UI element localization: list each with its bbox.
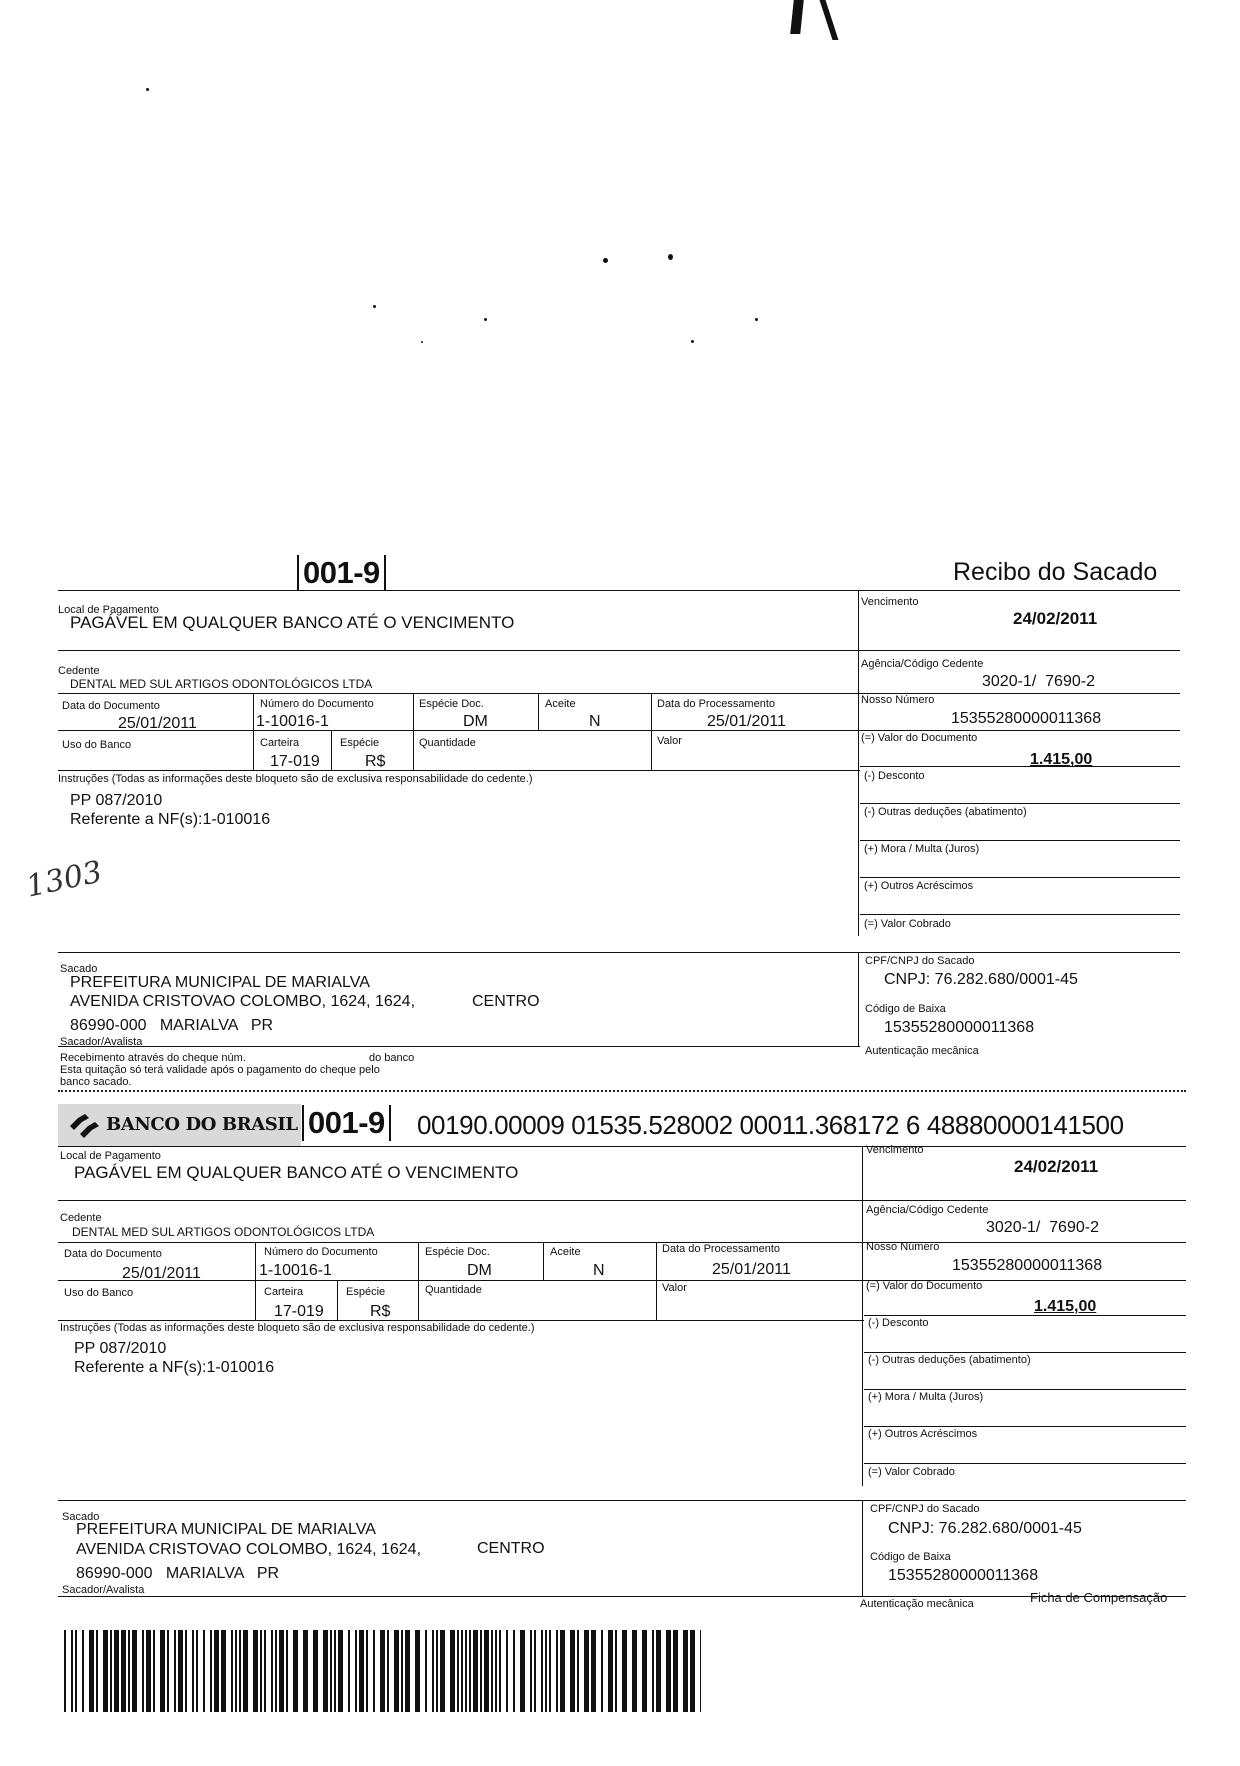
slip-cpf: CNPJ: 76.282.680/0001-45 (888, 1520, 1082, 1537)
barcode-bar (652, 1630, 654, 1712)
slip-data-doc: 25/01/2011 (122, 1265, 201, 1282)
slip-sacado-endereco: AVENIDA CRISTOVAO COLOMBO, 1624, 1624, (76, 1541, 422, 1558)
barcode-bar (530, 1630, 532, 1712)
barcode-bar (457, 1630, 459, 1712)
barcode-bar (484, 1630, 489, 1712)
aceite-label: Aceite (545, 698, 576, 710)
barcode-bar (231, 1630, 233, 1712)
barcode-bar (556, 1630, 558, 1712)
cheque-banco: do banco (369, 1052, 415, 1064)
barcode-bar (394, 1630, 399, 1712)
barcode-bar (185, 1630, 187, 1712)
barcode-bar (303, 1630, 308, 1712)
barcode-bar (491, 1630, 493, 1712)
banco-do-brasil-logo-icon (68, 1113, 102, 1139)
slip-carteira: 17-019 (274, 1303, 324, 1320)
especie: R$ (365, 753, 386, 770)
linha-digitavel: 00190.00009 01535.528002 00011.368172 6 48880000141500 (417, 1110, 1124, 1140)
slip-especie-doc: DM (467, 1262, 492, 1279)
cpf-label: CPF/CNPJ do Sacado (865, 955, 975, 967)
barcode-bar (450, 1630, 455, 1712)
data-doc: 25/01/2011 (118, 715, 197, 732)
barcode-bar (549, 1630, 551, 1712)
slip-cpf-label: CPF/CNPJ do Sacado (870, 1503, 980, 1515)
local-pagamento: PAGÁVEL EM QUALQUER BANCO ATÉ O VENCIMENTO (70, 613, 515, 632)
barcode-bar (153, 1630, 155, 1712)
barcode-bar (366, 1630, 368, 1712)
slip-quantidade-label: Quantidade (425, 1284, 482, 1296)
slip-aceite-label: Aceite (550, 1246, 581, 1258)
barcode-bar (642, 1630, 647, 1712)
carteira: 17-019 (270, 753, 320, 770)
receipt-title: Recibo do Sacado (953, 558, 1158, 586)
sacado-cep: 86990-000 MARIALVA PR (70, 1017, 274, 1034)
barcode-bar (415, 1630, 420, 1712)
handwritten-note: 1303 (23, 854, 106, 905)
barcode-bar (615, 1630, 617, 1712)
barcode-bar (253, 1630, 258, 1712)
especie-label: Espécie (340, 737, 380, 749)
barcode-bar (465, 1630, 467, 1712)
slip-valor-cobrado-label: (=) Valor Cobrado (868, 1466, 955, 1478)
bank-logo-text: BANCO DO BRASIL (106, 1114, 298, 1135)
barcode-bar (89, 1630, 94, 1712)
carteira-label: Carteira (260, 737, 300, 749)
slip-desconto-label: (-) Desconto (868, 1317, 929, 1329)
slip-vencimento-label: Vencimento (866, 1144, 924, 1156)
scan-mark-top-2 (820, 0, 839, 40)
num-doc-label: Número do Documento (260, 698, 374, 710)
barcode-bar (71, 1630, 73, 1712)
barcode-bar (622, 1630, 627, 1712)
barcode-bar (387, 1630, 389, 1712)
data-proc: 25/01/2011 (707, 713, 786, 730)
slip-instrucoes-label: Instruções (Todas as informações deste bloqueto são de exclusiva responsabilidade do cedente.) (60, 1322, 535, 1334)
aceite: N (589, 713, 601, 730)
slip-local-pagamento-label: Local de Pagamento (60, 1150, 161, 1162)
valor-label: Valor (657, 735, 682, 747)
slip-local-pagamento: PAGÁVEL EM QUALQUER BANCO ATÉ O VENCIMENTO (74, 1163, 519, 1182)
barcode-bar (656, 1630, 661, 1712)
cheque-line-1: Recebimento através do cheque núm. (60, 1052, 246, 1064)
slip-nosso-numero: 15355280000011368 (952, 1257, 1103, 1274)
barcode-bar (160, 1630, 165, 1712)
barcode-bar (380, 1630, 385, 1712)
barcode-bar (348, 1630, 350, 1712)
barcode-bar (373, 1630, 375, 1712)
slip-agencia: 3020-1/ 7690-2 (986, 1219, 1099, 1236)
barcode-bar (473, 1630, 478, 1712)
barcode-bar (355, 1630, 357, 1712)
sacado-bairro: CENTRO (472, 993, 540, 1010)
cedente: DENTAL MED SUL ARTIGOS ODONTOLÓGICOS LTDA (70, 677, 373, 691)
barcode-bar (214, 1630, 219, 1712)
agencia-label: Agência/Código Cedente (861, 658, 984, 670)
ficha-compensacao-label: Ficha de Compensação (1030, 1590, 1168, 1605)
barcode-bar (110, 1630, 112, 1712)
barcode-bar (96, 1630, 98, 1712)
barcode-bar (178, 1630, 183, 1712)
barcode-bar (128, 1630, 130, 1712)
slip-num-doc-label: Número do Documento (264, 1246, 378, 1258)
slip-aceite: N (593, 1262, 605, 1279)
slip-cedente: DENTAL MED SUL ARTIGOS ODONTOLÓGICOS LTDA (72, 1225, 375, 1239)
barcode-bar (608, 1630, 613, 1712)
barcode-bar (167, 1630, 169, 1712)
especie-doc: DM (463, 713, 488, 730)
barcode-bar (440, 1630, 445, 1712)
barcode-bar (260, 1630, 262, 1712)
barcode-bar (584, 1630, 589, 1712)
barcode-bar (570, 1630, 575, 1712)
barcode-bar (425, 1630, 427, 1712)
barcode-bar (432, 1630, 434, 1712)
slip-data-proc-label: Data do Processamento (662, 1243, 781, 1255)
barcode-bar (534, 1630, 536, 1712)
barcode-bar (673, 1630, 678, 1712)
slip-sacado-cep: 86990-000 MARIALVA PR (76, 1565, 280, 1582)
slip-especie-doc-label: Espécie Doc. (425, 1246, 490, 1258)
barcode-bar (591, 1630, 596, 1712)
slip-valor-doc-label: (=) Valor do Documento (866, 1280, 983, 1292)
cpf: CNPJ: 76.282.680/0001-45 (884, 971, 1078, 988)
slip-cedente-label: Cedente (60, 1212, 102, 1224)
slip-num-doc: 1-10016-1 (259, 1262, 332, 1279)
nosso-numero: 15355280000011368 (951, 710, 1102, 727)
barcode-bar (313, 1630, 318, 1712)
agencia: 3020-1/ 7690-2 (982, 673, 1095, 690)
cheque-line-2: Esta quitação só terá validade após o pagamento do cheque pelo (60, 1064, 380, 1076)
slip-mora-label: (+) Mora / Multa (Juros) (868, 1391, 984, 1403)
sacado-label: Sacado (60, 963, 98, 975)
barcode-bar (271, 1630, 273, 1712)
barcode-bar (323, 1630, 328, 1712)
slip-sacado-bairro: CENTRO (477, 1540, 545, 1557)
barcode-bar (196, 1630, 198, 1712)
barcode-bar (279, 1630, 284, 1712)
barcode-bar (75, 1630, 77, 1712)
barcode-bar (192, 1630, 194, 1712)
slip-outras-deducoes-label: (-) Outras deduções (abatimento) (868, 1354, 1031, 1366)
instrucao-2: Referente a NF(s):1-010016 (70, 811, 271, 828)
barcode-bar (601, 1630, 603, 1712)
barcode-bar (334, 1630, 336, 1712)
codigo-baixa: 15355280000011368 (884, 1019, 1035, 1036)
valor-cobrado-label: (=) Valor Cobrado (864, 918, 951, 930)
outras-deducoes-label: (-) Outras deduções (abatimento) (864, 806, 1027, 818)
barcode-bar (700, 1630, 701, 1712)
barcode-bar (632, 1630, 637, 1712)
barcode-bar (330, 1630, 332, 1712)
barcode-bar (359, 1630, 364, 1712)
slip-outros-acrescimos-label: (+) Outros Acréscimos (868, 1428, 978, 1440)
slip-especie-label: Espécie (346, 1286, 386, 1298)
barcode-bar (264, 1630, 266, 1712)
instrucao-1: PP 087/2010 (70, 792, 163, 809)
data-doc-label: Data do Documento (62, 700, 160, 712)
barcode-bar (480, 1630, 482, 1712)
barcode-bar (293, 1630, 298, 1712)
barcode-bar (436, 1630, 438, 1712)
barcode-bar (577, 1630, 579, 1712)
slip-bank-code: 001-9 (302, 1105, 391, 1141)
sacado-nome: PREFEITURA MUNICIPAL DE MARIALVA (70, 974, 370, 991)
vencimento-label: Vencimento (861, 596, 919, 608)
barcode-bar (146, 1630, 151, 1712)
barcode-bar (64, 1630, 66, 1712)
slip-especie: R$ (370, 1303, 391, 1320)
slip-valor-doc: 1.415,00 (1034, 1298, 1097, 1315)
slip-data-proc: 25/01/2011 (712, 1261, 791, 1278)
mora-label: (+) Mora / Multa (Juros) (864, 843, 980, 855)
desconto-label: (-) Desconto (864, 770, 925, 782)
barcode-bar (405, 1630, 410, 1712)
slip-data-doc-label: Data do Documento (64, 1248, 162, 1260)
barcode-bar (520, 1630, 525, 1712)
vencimento: 24/02/2011 (1013, 609, 1098, 628)
cedente-label: Cedente (58, 665, 100, 677)
barcode-bar (235, 1630, 237, 1712)
slip-agencia-label: Agência/Código Cedente (866, 1204, 989, 1216)
uso-banco-label: Uso do Banco (62, 739, 132, 751)
barcode-bar (683, 1630, 688, 1712)
bank-logo (58, 1104, 301, 1146)
slip-codigo-baixa: 15355280000011368 (888, 1567, 1039, 1584)
barcode-bar (114, 1630, 119, 1712)
valor-doc-label: (=) Valor do Documento (861, 732, 978, 744)
barcode-bar (132, 1630, 137, 1712)
slip-valor-label: Valor (662, 1282, 687, 1294)
barcode-bar (121, 1630, 126, 1712)
slip-uso-banco-label: Uso do Banco (64, 1287, 134, 1299)
barcode-bar (666, 1630, 671, 1712)
barcode-bar (243, 1630, 248, 1712)
sacado-endereco: AVENIDA CRISTOVAO COLOMBO, 1624, 1624, (70, 993, 416, 1010)
barcode (64, 1630, 701, 1712)
data-proc-label: Data do Processamento (657, 698, 776, 710)
barcode-bar (239, 1630, 241, 1712)
quantidade-label: Quantidade (419, 737, 476, 749)
barcode-bar (286, 1630, 288, 1712)
barcode-bar (499, 1630, 501, 1712)
barcode-bar (560, 1630, 565, 1712)
barcode-bar (401, 1630, 403, 1712)
valor-doc: 1.415,00 (1030, 751, 1093, 768)
barcode-bar (174, 1630, 176, 1712)
slip-autenticacao-label: Autenticação mecânica (860, 1598, 974, 1610)
bank-code: 001-9 (297, 555, 386, 591)
barcode-bar (203, 1630, 205, 1712)
slip-sacado-label: Sacado (62, 1511, 100, 1523)
barcode-bar (495, 1630, 497, 1712)
barcode-bar (221, 1630, 226, 1712)
barcode-bar (541, 1630, 543, 1712)
barcode-bar (103, 1630, 108, 1712)
scan-mark-top (790, 0, 804, 34)
slip-vencimento: 24/02/2011 (1014, 1157, 1099, 1176)
cheque-line-3: banco sacado. (60, 1076, 132, 1088)
codigo-baixa-label: Código de Baixa (865, 1003, 946, 1015)
local-pagamento-label: Local de Pagamento (58, 604, 159, 616)
outros-acrescimos-label: (+) Outros Acréscimos (864, 880, 974, 892)
sacador-label: Sacador/Avalista (60, 1036, 143, 1048)
especie-doc-label: Espécie Doc. (419, 698, 484, 710)
autenticacao-label: Autenticação mecânica (865, 1045, 979, 1057)
barcode-bar (142, 1630, 144, 1712)
barcode-bar (275, 1630, 277, 1712)
instrucoes-label: Instruções (Todas as informações deste bloqueto são de exclusiva responsabilidade do cedente.) (58, 773, 533, 785)
slip-codigo-baixa-label: Código de Baixa (870, 1551, 951, 1563)
num-doc: 1-10016-1 (256, 713, 329, 730)
barcode-bar (506, 1630, 508, 1712)
slip-carteira-label: Carteira (264, 1286, 304, 1298)
nosso-numero-label: Nosso Número (861, 694, 935, 706)
slip-instrucao-1: PP 087/2010 (74, 1340, 167, 1357)
slip-nosso-numero-label: Nosso Número (866, 1241, 940, 1253)
barcode-bar (690, 1630, 695, 1712)
barcode-bar (545, 1630, 547, 1712)
barcode-bar (338, 1630, 343, 1712)
slip-instrucao-2: Referente a NF(s):1-010016 (74, 1359, 275, 1376)
barcode-bar (513, 1630, 515, 1712)
barcode-bar (82, 1630, 84, 1712)
barcode-bar (469, 1630, 471, 1712)
barcode-bar (461, 1630, 463, 1712)
barcode-bar (210, 1630, 212, 1712)
slip-sacado-nome: PREFEITURA MUNICIPAL DE MARIALVA (76, 1521, 376, 1538)
slip-sacador-label: Sacador/Avalista (62, 1584, 145, 1596)
